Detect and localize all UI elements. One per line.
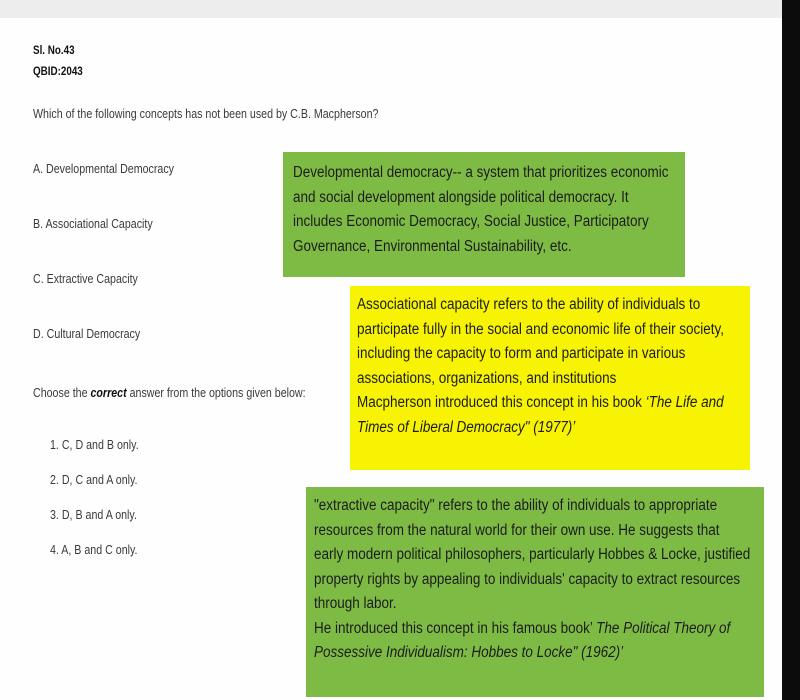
option-c: C. Extractive Capacity — [33, 271, 138, 286]
answer-choice-1: 1. C, D and B only. — [50, 437, 139, 452]
book-title: The Political Theory of — [596, 619, 731, 637]
note-line: early modern political philosophers, particularly Hobbes & Locke, justified — [314, 546, 751, 563]
note-book-line — [357, 391, 724, 416]
note-line: includes Economic Democracy, Social Justice, Participatory — [293, 213, 649, 230]
option-b: B. Associational Capacity — [33, 216, 153, 231]
answer-choice-2: 2. D, C and A only. — [50, 472, 138, 487]
option-a: A. Developmental Democracy — [33, 161, 175, 176]
note-line: "extractive capacity" refers to the ability of individuals to appropriate — [314, 497, 718, 514]
book-title-continued: Times of Liberal Democracy" (1977)’ — [357, 418, 576, 436]
instruction-suffix: answer from the options given below: — [126, 385, 306, 400]
note-line: associations, organizations, and institutions — [357, 369, 617, 387]
book-prefix: He introduced this concept in his famous book’ — [314, 619, 597, 637]
book-title: ‘The Life and — [645, 394, 724, 411]
question-bank-id: QBID:2043 — [33, 64, 83, 78]
instruction-prefix: Choose the — [33, 385, 91, 400]
book-title-continued: Possessive Individualism: Hobbes to Locke" (1962)’ — [314, 644, 624, 661]
note-line: Governance, Environmental Sustainability, etc. — [293, 237, 572, 255]
right-edge-strip — [782, 0, 800, 700]
note-line: and social development alongside political democracy. It — [293, 188, 629, 206]
question-text: Which of the following concepts has not been used by C.B. Macpherson? — [33, 106, 379, 121]
extractive-capacity-note — [306, 487, 764, 697]
note-line: resources from the natural world for their own use. He suggests that — [314, 521, 720, 539]
associational-capacity-note — [350, 286, 750, 470]
note-line: Developmental democracy-- a system that prioritizes economic — [293, 164, 669, 181]
instruction-emphasis: correct — [90, 385, 127, 400]
book-prefix: Macpherson introduced this concept in his book — [357, 394, 646, 411]
note-line: participate fully in the social and economic life of their society, — [357, 320, 725, 338]
note-book-line — [314, 617, 731, 642]
note-line: including the capacity to form and participate in various — [357, 345, 686, 362]
top-edge-strip — [0, 0, 800, 18]
developmental-democracy-note — [283, 152, 685, 277]
serial-number: Sl. No.43 — [33, 43, 75, 57]
note-line: property rights by appealing to individuals' capacity to extract resources — [314, 570, 741, 588]
note-line: Associational capacity refers to the ability of individuals to — [357, 296, 701, 313]
note-line: through labor. — [314, 595, 397, 612]
option-d: D. Cultural Democracy — [33, 326, 141, 341]
answer-choice-4: 4. A, B and C only. — [50, 542, 138, 557]
answer-instruction — [33, 385, 306, 400]
answer-choice-3: 3. D, B and A only. — [50, 507, 137, 522]
